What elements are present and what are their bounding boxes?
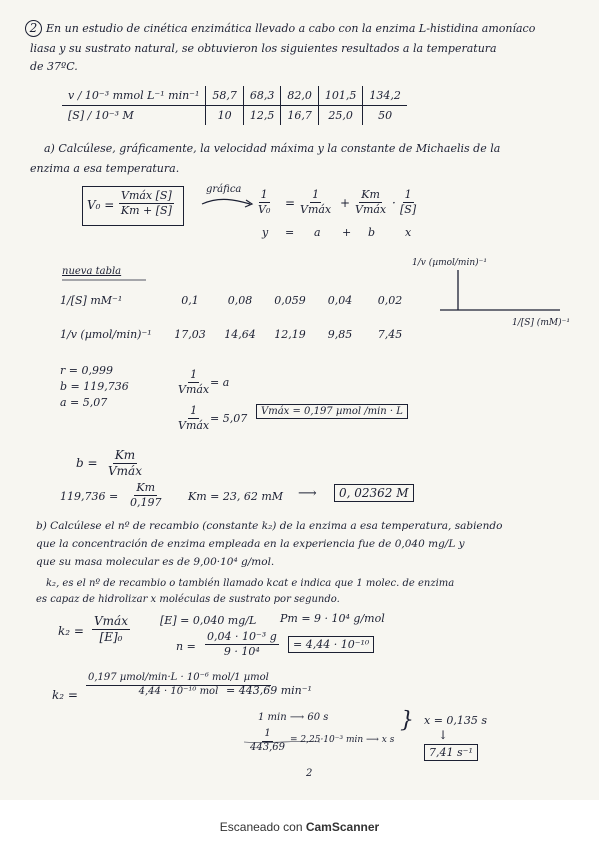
- row-label-s: [S] / 10⁻³ M: [68, 109, 134, 122]
- conv2-num: 1: [262, 728, 272, 742]
- footer-brand: CamScanner: [305, 820, 380, 834]
- mm-lhs: V₀ =: [87, 198, 115, 212]
- k2-eq-num: Vmáx: [94, 614, 128, 628]
- row-cell: 17,03: [174, 328, 206, 341]
- lb-t2-num: 1: [312, 188, 320, 201]
- row-cell: 7,45: [377, 328, 403, 341]
- n-eq-den: 9 · 10⁴: [223, 644, 260, 658]
- row-label: 1/v (µmol/min)⁻¹: [60, 328, 152, 341]
- molecular-mass: Pm = 9 · 10⁴ g/mol: [280, 612, 385, 625]
- part-b-line-1: b) Calcúlese el nº de recambio (constante k₂) de la enzima a esa temperatura, sabiendo: [36, 520, 503, 532]
- table-cell: 101,5: [318, 86, 363, 106]
- graph-x-label: 1/[S] (mM)⁻¹: [512, 318, 570, 328]
- explanation-line-1: k₂, es el nº de recambio o también llamado kcat e indica que 1 molec. de enzima: [46, 578, 455, 589]
- grafica-label: gráfica: [206, 184, 242, 195]
- conversion-1: 1 min ⟶ 60 s: [258, 712, 329, 723]
- table-cell: 50: [363, 106, 407, 126]
- row-cell: 0,02: [377, 294, 403, 307]
- table-cell: 82,0: [281, 86, 319, 106]
- footer-prefix: Escaneado con: [219, 820, 303, 834]
- b-eq-num: Km: [114, 448, 136, 462]
- a-eq2-rest: = 5,07: [210, 412, 248, 425]
- conversion-2-rest: = 2,25·10⁻³ min ⟶ x s: [290, 735, 395, 745]
- row-label-v: v / 10⁻³ mmol L⁻¹ min⁻¹: [62, 86, 206, 106]
- lb-t1-num: 1: [260, 188, 268, 201]
- k2-eq-den: [E]₀: [99, 630, 123, 644]
- table-cell: 25,0: [318, 106, 363, 126]
- km-arrow: ⟶: [298, 486, 317, 501]
- table-cell: 10: [206, 106, 244, 126]
- lb-letter-a: a: [314, 226, 321, 239]
- b-eq-lhs: b =: [76, 456, 98, 470]
- km-value: Km = 23, 62 mM: [188, 490, 284, 503]
- lb-dot: ·: [392, 196, 396, 210]
- table-cell: 68,3: [243, 86, 281, 106]
- lb-t4-num: 1: [404, 188, 412, 201]
- table-cell: 16,7: [281, 106, 319, 126]
- regression-b: b = 119,736: [60, 380, 129, 393]
- lb-letter-plus: +: [342, 226, 352, 239]
- x-value: x = 0,135 s: [424, 714, 488, 727]
- km-eq-den: 0,197: [130, 495, 162, 509]
- k2-calc-result: = 443,69 min⁻¹: [226, 684, 312, 697]
- lb-t3-den: Vmáx: [355, 202, 387, 216]
- lb-letter-b: b: [368, 226, 376, 239]
- n-result: = 4,44 · 10⁻¹⁰: [288, 636, 374, 653]
- new-table-title: nueva tabla: [62, 266, 122, 277]
- a-eq-rest: = a: [210, 376, 230, 389]
- a-eq2-den: Vmáx: [178, 418, 210, 432]
- intro-line-2: liasa y su sustrato natural, se obtuvieron los siguientes resultados a la temperatura: [30, 42, 497, 55]
- mm-num: Vmáx [S]: [121, 189, 172, 202]
- row-cell: 9,85: [327, 328, 353, 341]
- lb-eq-sign: =: [285, 196, 296, 210]
- k2-calc-lhs: k₂ =: [52, 688, 78, 702]
- grafica-arrow: [202, 199, 250, 204]
- part-b-line-3: que su masa molecular es de 9,00·10⁴ g/mol.: [36, 556, 275, 568]
- row-cell: 0,08: [227, 294, 253, 307]
- row-cell: 0,1: [181, 294, 199, 307]
- lb-letter-x: x: [405, 226, 412, 239]
- row-cell: 12,19: [274, 328, 306, 341]
- km-eq-lhs: 119,736 =: [60, 490, 119, 503]
- k2-eq-lhs: k₂ =: [58, 624, 84, 638]
- conversion-brace: }: [400, 708, 414, 733]
- a-eq-den: Vmáx: [178, 382, 210, 396]
- km-result: 0, 02362 M: [334, 484, 414, 502]
- vmax-result: Vmáx = 0,197 µmol /min · L: [256, 404, 408, 419]
- explanation-line-2: es capaz de hidrolizar x moléculas de sustrato por segundo.: [36, 594, 340, 605]
- intro-line-3: de 37ºC.: [30, 60, 78, 73]
- scanner-footer: [0, 820, 599, 834]
- a-eq2-num: 1: [190, 404, 198, 417]
- lb-t2-den: Vmáx: [300, 202, 332, 216]
- row-cell: 0,04: [327, 294, 353, 307]
- graph-y-label: 1/v (µmol/min)⁻¹: [412, 258, 488, 268]
- table-cell: 134,2: [363, 86, 407, 106]
- n-eq-lhs: n =: [176, 640, 196, 653]
- part-a-line-2: enzima a esa temperatura.: [30, 162, 180, 175]
- part-a-line-1: a) Calcúlese, gráficamente, la velocidad máxima y la constante de Michaelis de la: [44, 142, 501, 155]
- regression-r: r = 0,999: [60, 364, 113, 377]
- conversion-underline: [244, 741, 320, 742]
- conv2-den: 443,69: [250, 741, 285, 753]
- final-result: 7,41 s⁻¹: [424, 744, 478, 761]
- lb-t4-den: [S]: [400, 202, 417, 216]
- a-eq-num: 1: [190, 368, 198, 381]
- intro-line-1: En un estudio de cinética enzimática llevado a cabo con la enzima L-histidina amoníaco: [46, 22, 536, 35]
- problem-number: 2: [25, 20, 42, 37]
- table-cell: 12,5: [243, 106, 281, 126]
- row-label: 1/[S] mM⁻¹: [60, 294, 123, 307]
- km-eq-num: Km: [136, 481, 156, 494]
- n-eq-num: 0,04 · 10⁻³ g: [207, 630, 277, 643]
- enzyme-conc: [E] = 0,040 mg/L: [160, 614, 257, 627]
- table-cell: 58,7: [206, 86, 244, 106]
- row-cell: 14,64: [224, 328, 256, 341]
- lb-t3-num: Km: [361, 188, 380, 201]
- part-b-line-2: que la concentración de enzima empleada en la experiencia fue de 0,040 mg/L y: [36, 538, 465, 550]
- b-eq-den: Vmáx: [108, 464, 142, 478]
- page-number: 2: [306, 768, 313, 779]
- lb-plus: +: [340, 196, 351, 210]
- mm-den: Km + [S]: [120, 203, 172, 217]
- lb-letter-eq: =: [285, 226, 295, 239]
- lb-t1-den: V₀: [258, 202, 271, 216]
- regression-a: a = 5,07: [60, 396, 108, 409]
- lb-letter-y: y: [262, 226, 269, 239]
- row-cell: 0,059: [274, 294, 306, 307]
- k2-calc-den: 4,44 · 10⁻¹⁰ mol: [138, 685, 219, 697]
- down-arrow: ↓: [438, 728, 449, 742]
- k2-calc-num: 0,197 µmol/min·L · 10⁻⁶ mol/1 µmol: [86, 672, 271, 686]
